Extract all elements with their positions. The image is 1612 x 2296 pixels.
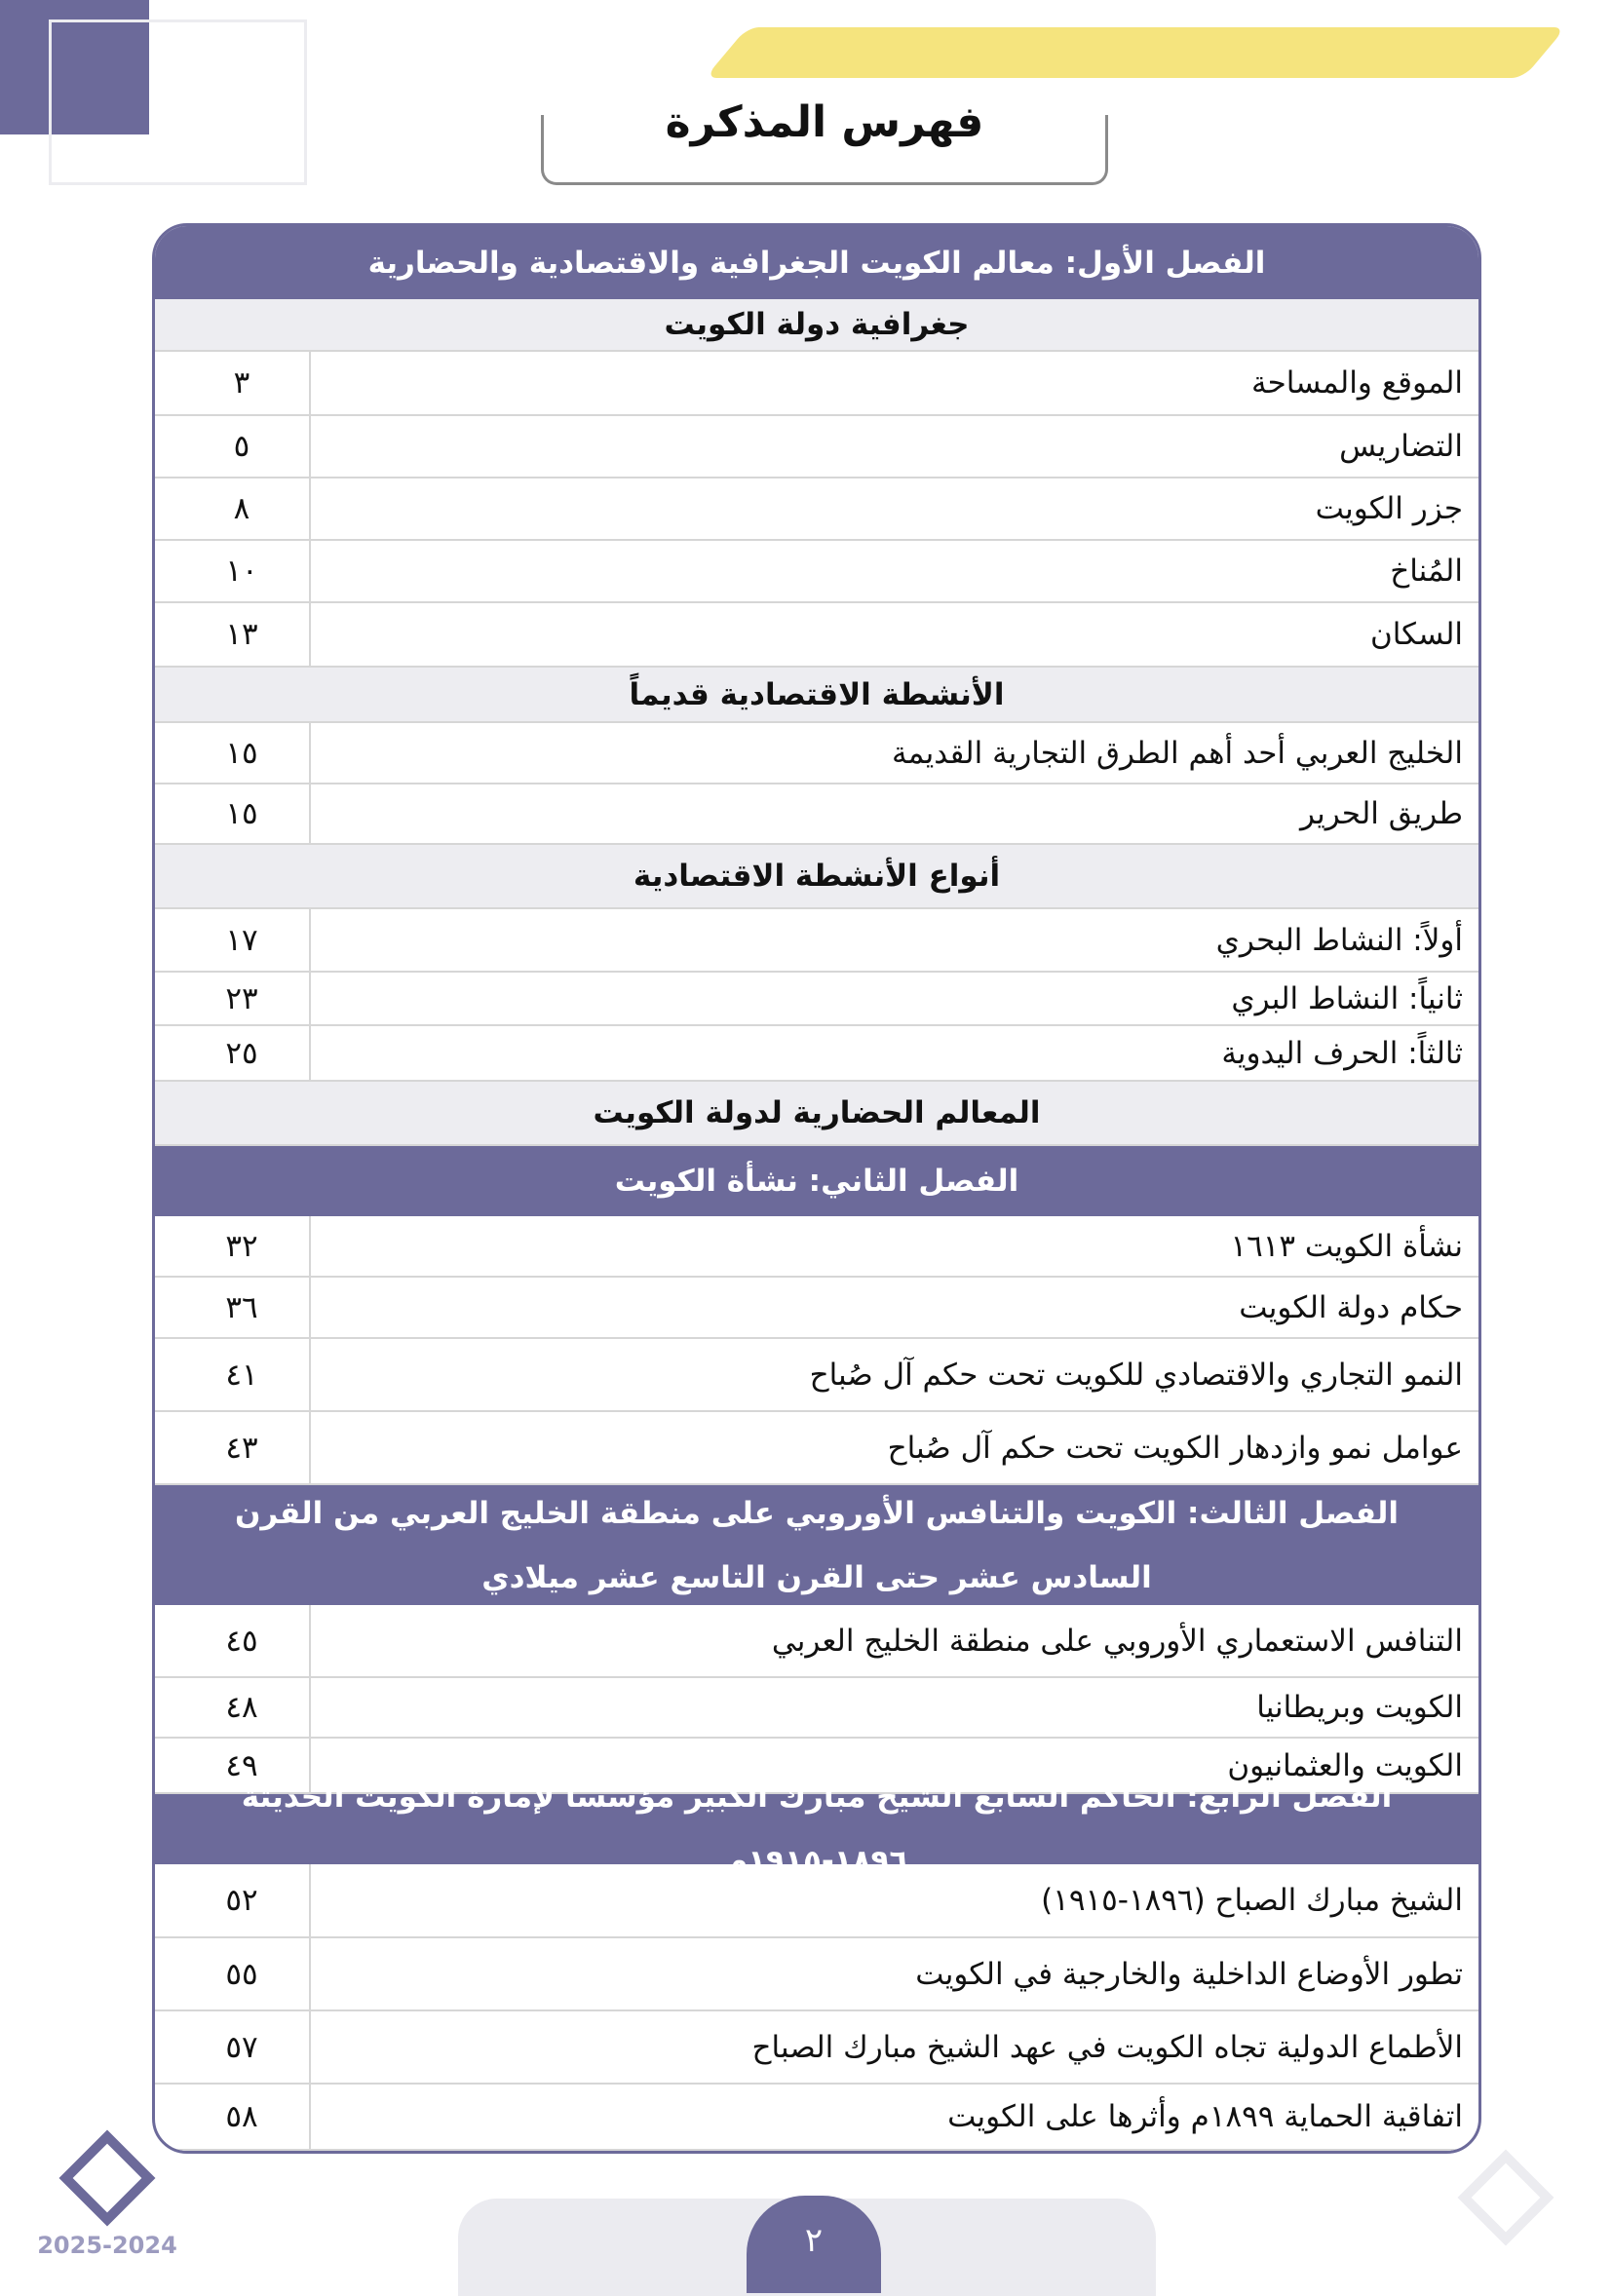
toc-item-page: ٤١ bbox=[155, 1339, 311, 1410]
toc-item-page: ١٠ bbox=[155, 541, 311, 601]
toc-row[interactable] bbox=[155, 2011, 1478, 2085]
chapter-header: الفصل الأول: معالم الكويت الجغرافية والاقتصادية والحضارية bbox=[155, 226, 1478, 299]
toc-row[interactable] bbox=[155, 1678, 1478, 1739]
toc-item-title: أولاً: النشاط البحري bbox=[1215, 922, 1463, 958]
toc-item-page: ١٣ bbox=[155, 603, 311, 666]
toc-item-page: ٤٨ bbox=[155, 1678, 311, 1737]
toc-item-title: النمو التجاري والاقتصادي للكويت تحت حكم آل صُباح bbox=[809, 1357, 1463, 1393]
toc-row[interactable] bbox=[155, 541, 1478, 603]
toc-item-title: الكويت والعثمانيون bbox=[1227, 1747, 1463, 1783]
toc-item-title: الخليج العربي أحد أهم الطرق التجارية القديمة bbox=[892, 735, 1463, 771]
toc-row[interactable] bbox=[155, 1864, 1478, 1938]
toc-item-title: طريق الحرير bbox=[1299, 796, 1463, 831]
toc-item-title: التضاريس bbox=[1339, 429, 1463, 464]
logo-watermark bbox=[1433, 2154, 1579, 2241]
section-header: جغرافية دولة الكويت bbox=[155, 299, 1478, 352]
section-header: المعالم الحضارية لدولة الكويت bbox=[155, 1082, 1478, 1146]
toc-row[interactable] bbox=[155, 1278, 1478, 1339]
toc-row[interactable] bbox=[155, 1026, 1478, 1082]
toc-item-page: ٤٥ bbox=[155, 1605, 311, 1676]
toc-row[interactable] bbox=[155, 1938, 1478, 2011]
logo-years: 2025-2024 bbox=[37, 2232, 177, 2259]
toc-item-title: جزر الكويت bbox=[1315, 491, 1463, 526]
toc-row[interactable] bbox=[155, 1216, 1478, 1278]
toc-item-page: ٢٣ bbox=[155, 973, 311, 1024]
toc-item-title: ثانياً: النشاط البري bbox=[1231, 980, 1463, 1016]
toc-item-page: ٥٥ bbox=[155, 1938, 311, 2009]
logo-watermark-mark bbox=[1458, 2150, 1554, 2246]
toc-item-title: السكان bbox=[1369, 617, 1463, 652]
toc-row[interactable] bbox=[155, 603, 1478, 668]
toc-row[interactable] bbox=[155, 784, 1478, 845]
toc-item-page: ٥٧ bbox=[155, 2011, 311, 2083]
logo bbox=[34, 2134, 180, 2259]
yellow-banner bbox=[705, 27, 1566, 78]
page-number: ٢ bbox=[747, 2196, 881, 2293]
toc-row[interactable] bbox=[155, 1605, 1478, 1678]
toc-item-title: الأطماع الدولية تجاه الكويت في عهد الشيخ مبارك الصباح bbox=[751, 2029, 1463, 2065]
toc-item-title: عوامل نمو وازدهار الكويت تحت حكم آل صُباح bbox=[887, 1430, 1463, 1466]
toc-row[interactable] bbox=[155, 909, 1478, 973]
toc-item-page: ١٥ bbox=[155, 723, 311, 783]
toc-item-page: ٨ bbox=[155, 478, 311, 539]
chapter-header: الفصل الرابع: الحاكم السابع الشيخ مبارك الكبير مؤسساً لإمارة الكويت الحديثة ١٨٩٦-١٩١٥م bbox=[155, 1794, 1478, 1864]
toc-row[interactable] bbox=[155, 478, 1478, 541]
page-title: فهرس المذكرة bbox=[665, 97, 984, 147]
toc-item-page: ٥ bbox=[155, 416, 311, 477]
toc-row[interactable] bbox=[155, 1412, 1478, 1485]
toc-item-title: حكام دولة الكويت bbox=[1239, 1289, 1463, 1325]
toc-item-page: ٣٦ bbox=[155, 1278, 311, 1337]
toc-item-page: ١٥ bbox=[155, 784, 311, 843]
toc-item-title: الشيخ مبارك الصباح (١٨٩٦-١٩١٥) bbox=[1041, 1883, 1463, 1918]
toc-item-page: ١٧ bbox=[155, 909, 311, 971]
section-header: أنواع الأنشطة الاقتصادية bbox=[155, 845, 1478, 909]
toc-row[interactable] bbox=[155, 723, 1478, 784]
toc-row[interactable] bbox=[155, 352, 1478, 416]
chapter-header: الفصل الثالث: الكويت والتنافس الأوروبي على منطقة الخليج العربي من القرن السادس عشر حتى القرن التاسع عشر ميلادي bbox=[155, 1485, 1478, 1605]
toc-item-page: ٤٣ bbox=[155, 1412, 311, 1483]
toc-item-title: ثالثاً: الحرف اليدوية bbox=[1221, 1035, 1463, 1071]
toc-item-page: ٤٩ bbox=[155, 1739, 311, 1792]
toc-item-title: تطور الأوضاع الداخلية والخارجية في الكويت bbox=[915, 1956, 1463, 1992]
toc-item-title: اتفاقية الحماية ١٨٩٩م وأثرها على الكويت bbox=[947, 2099, 1463, 2134]
toc-row[interactable] bbox=[155, 973, 1478, 1026]
toc-item-page: ٣٢ bbox=[155, 1216, 311, 1276]
toc-item-page: ٣ bbox=[155, 352, 311, 414]
toc-row[interactable] bbox=[155, 2085, 1478, 2151]
toc-item-page: ٢٥ bbox=[155, 1026, 311, 1080]
toc-row[interactable] bbox=[155, 1339, 1478, 1412]
section-header: الأنشطة الاقتصادية قديماً bbox=[155, 668, 1478, 723]
toc-item-page: ٥٢ bbox=[155, 1864, 311, 1936]
toc-item-title: المُناخ bbox=[1390, 554, 1463, 589]
corner-outline bbox=[49, 19, 307, 185]
toc-row[interactable] bbox=[155, 416, 1478, 478]
toc-item-title: الكويت وبريطانيا bbox=[1256, 1690, 1463, 1725]
toc-item-title: الموقع والمساحة bbox=[1251, 365, 1463, 401]
chapter-header: الفصل الثاني: نشأة الكويت bbox=[155, 1146, 1478, 1216]
table-of-contents bbox=[152, 223, 1481, 2154]
toc-item-title: نشأة الكويت ١٦١٣ bbox=[1230, 1228, 1463, 1264]
toc-item-title: التنافس الاستعماري الأوروبي على منطقة الخليج العربي bbox=[771, 1623, 1463, 1659]
toc-item-page: ٥٨ bbox=[155, 2085, 311, 2149]
logo-mark bbox=[59, 2130, 156, 2227]
